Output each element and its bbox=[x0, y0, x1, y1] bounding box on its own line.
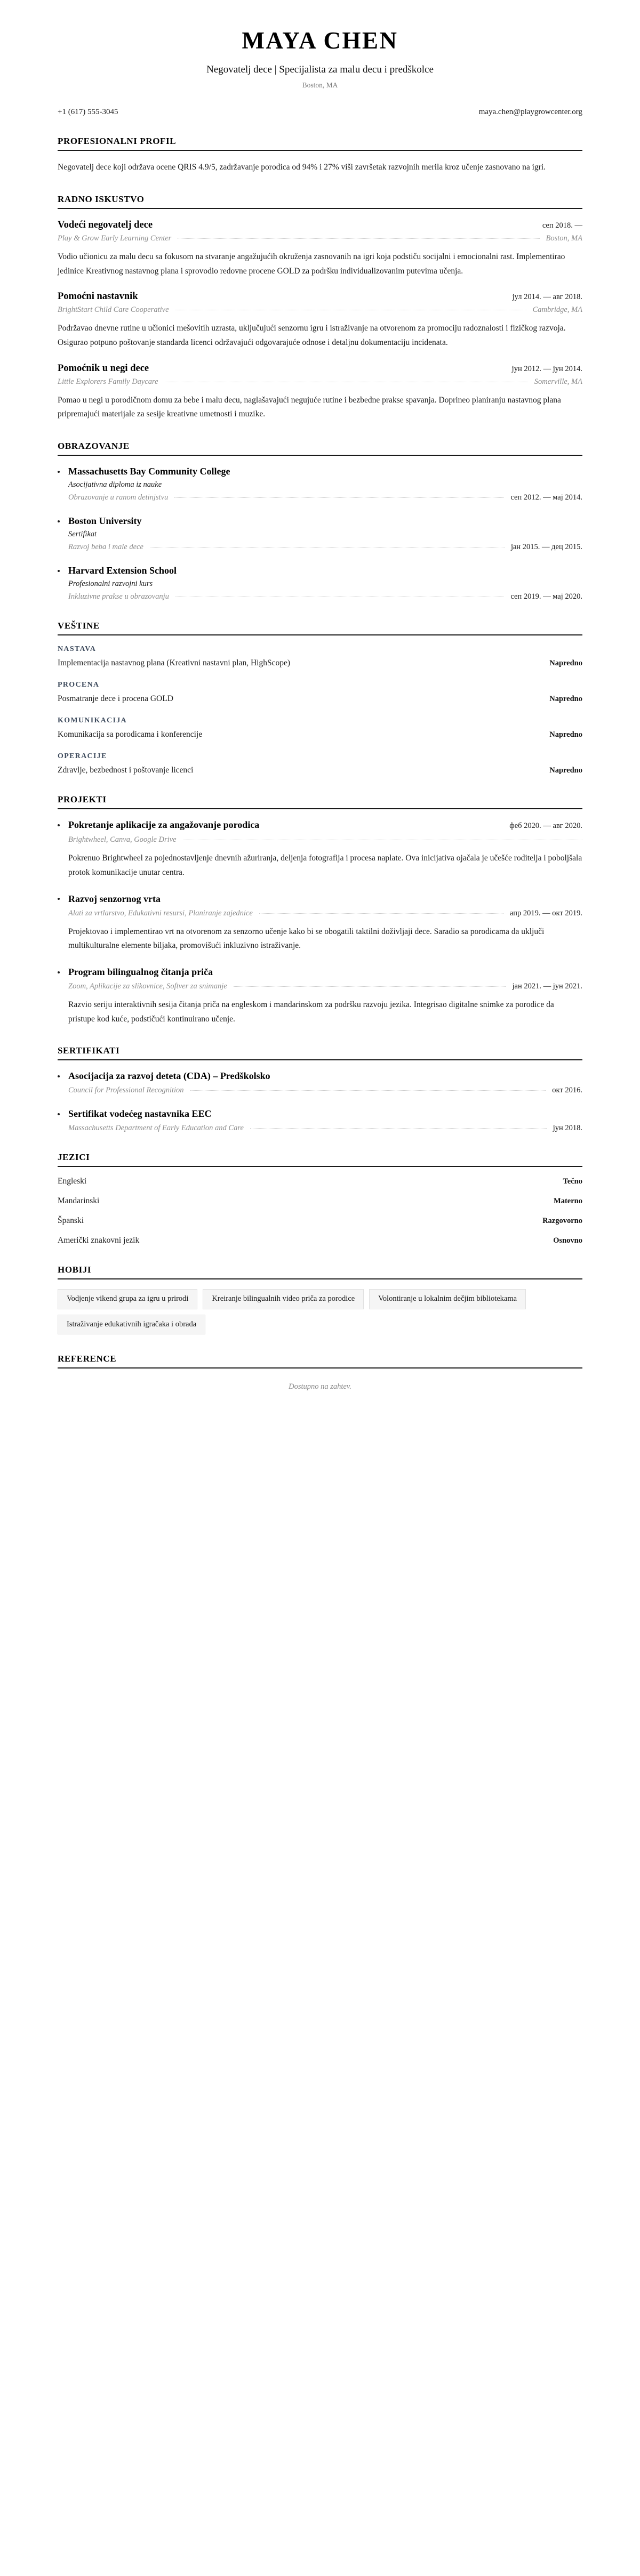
section-profile bbox=[58, 136, 582, 175]
education-school: Boston University bbox=[68, 516, 142, 527]
section-skills bbox=[58, 621, 582, 775]
experience-role: Vodeći negovatelj dece bbox=[58, 220, 153, 230]
contact-row bbox=[58, 108, 582, 117]
hobby-tag: Kreiranje bilingualnih video priča za porodice bbox=[203, 1289, 364, 1309]
skill-group bbox=[58, 752, 582, 775]
section-divider bbox=[58, 808, 582, 809]
project-description: Razvio seriju interaktivnih sesija čitanja priča na engleskom i mandarinskom za podršku razvoju jezika. Integrisao digitalne snimke za porodice da pristupe kod kuće, podstičući kontinuirano učenje. bbox=[68, 1000, 554, 1024]
experience-description: Podržavao dnevne rutine u učionici mešovitih uzrasta, uključujući senzornu igru i istraživanje na otvorenom za promociju radoznalosti i fizičkog razvoja. Osigurao potpuno poštovanje standarda licenci održavajući odgovarajuće odnose i detaljnu dokumentaciju incidenata. bbox=[58, 324, 566, 348]
project-tools: Brightwheel, Canva, Google Drive bbox=[68, 835, 177, 844]
certificate-date: јун 2018. bbox=[553, 1124, 582, 1133]
skill-category: OPERACIJE bbox=[58, 752, 107, 761]
project-date: феб 2020. — авг 2020. bbox=[509, 822, 582, 831]
certificate-title: Sertifikat vodećeg nastavnika EEC bbox=[68, 1108, 212, 1120]
section-heading-experience: RADNO ISKUSTVO bbox=[58, 194, 145, 204]
education-entry bbox=[58, 565, 582, 601]
skill-category: NASTAVA bbox=[58, 645, 97, 654]
language-row bbox=[58, 1236, 582, 1245]
project-description: Pokrenuo Brightwheel za pojednostavljenje dnevnih ažuriranja, deljenja fotografija i procesa naplate. Ova inicijativa ojačala je učešće roditelja i poboljšala protok komunikacije unutar centra. bbox=[68, 854, 582, 877]
bullet-icon bbox=[58, 471, 60, 473]
dotted-leader bbox=[259, 913, 503, 914]
experience-date: јул 2014. — авг 2018. bbox=[512, 293, 582, 302]
skill-level: Napredno bbox=[549, 659, 582, 668]
skill-category: PROCENA bbox=[58, 681, 100, 689]
education-school: Harvard Extension School bbox=[68, 565, 177, 576]
candidate-title: Negovatelj dece | Specijalista za malu decu i predškolce bbox=[206, 63, 434, 75]
certificate-date: окт 2016. bbox=[552, 1086, 582, 1095]
experience-organization: Little Explorers Family Daycare bbox=[58, 377, 158, 386]
resume-header bbox=[58, 28, 582, 90]
bullet-icon bbox=[58, 971, 60, 973]
project-title: Program bilingualnog čitanja priča bbox=[68, 966, 213, 977]
language-row bbox=[58, 1177, 582, 1186]
language-row bbox=[58, 1196, 582, 1206]
skill-level: Napredno bbox=[549, 766, 582, 775]
skill-level: Napredno bbox=[549, 730, 582, 739]
project-entry bbox=[58, 893, 582, 953]
skill-group bbox=[58, 717, 582, 739]
bullet-icon bbox=[58, 898, 60, 900]
project-tools: Alati za vrtlarstvo, Edukativni resursi, Planiranje zajednice bbox=[68, 908, 253, 917]
section-certificates bbox=[58, 1045, 582, 1133]
experience-location: Cambridge, MA bbox=[532, 305, 582, 315]
dotted-leader bbox=[250, 1128, 547, 1129]
education-field: Razvoj beba i male dece bbox=[68, 543, 143, 552]
bullet-icon bbox=[58, 520, 60, 522]
certificate-issuer: Council for Professional Recognition bbox=[68, 1086, 184, 1095]
section-heading-languages: JEZICI bbox=[58, 1152, 90, 1163]
contact-phone[interactable]: +1 (617) 555-3045 bbox=[58, 108, 118, 117]
experience-entry bbox=[58, 219, 582, 278]
skill-name: Posmatranje dece i procena GOLD bbox=[58, 694, 173, 704]
section-divider bbox=[58, 455, 582, 456]
project-entry bbox=[58, 819, 582, 880]
education-degree: Sertifikat bbox=[68, 530, 97, 539]
project-description: Projektovao i implementirao vrt na otvorenom za senzorno učenje kako bi se obogatili taktilni doživljaji dece. Saradio sa porodicama da uključi multikulturalne elemente biljaka, promovišući inkluzivno istraživanje. bbox=[68, 927, 545, 951]
experience-location: Somerville, MA bbox=[534, 377, 582, 386]
certificate-entry bbox=[58, 1070, 582, 1095]
experience-description: Vodio učionicu za malu decu sa fokusom na stvaranje angažujućih okruženja zasnovanih na igri koja podstiču socijalni i emocionalni rast. Implementirao jedinice Kreativnog nastavnog plana i sprovodio redovne procene GOLD za podršku individualizovanim putevima učenja. bbox=[58, 252, 565, 276]
section-experience bbox=[58, 194, 582, 422]
skill-name: Implementacija nastavnog plana (Kreativni nastavni plan, HighScope) bbox=[58, 658, 291, 668]
section-divider bbox=[58, 634, 582, 635]
dotted-leader bbox=[178, 238, 539, 239]
section-heading-profile: PROFESIONALNI PROFIL bbox=[58, 136, 177, 147]
candidate-location: Boston, MA bbox=[302, 81, 338, 90]
section-heading-projects: PROJEKTI bbox=[58, 794, 107, 805]
experience-location: Boston, MA bbox=[546, 234, 582, 243]
certificate-title: Asocijacija za razvoj deteta (CDA) – Predškolsko bbox=[68, 1070, 270, 1082]
hobby-tag: Istraživanje edukativnih igračaka i obrada bbox=[58, 1315, 205, 1334]
education-date: јан 2015. — дец 2015. bbox=[510, 543, 582, 552]
hobby-tag: Volontiranje u lokalnim dečjim bibliotekama bbox=[369, 1289, 526, 1309]
dotted-leader bbox=[234, 986, 506, 987]
project-entry bbox=[58, 966, 582, 1026]
section-projects bbox=[58, 794, 582, 1026]
section-heading-certificates: SERTIFIKATI bbox=[58, 1045, 120, 1056]
hobby-tag-list bbox=[58, 1289, 582, 1334]
profile-text: Negovatelj dece koji održava ocene QRIS 4.9/5, zadržavanje porodica od 94% i 27% viši završetak razvojnih merila kroz učenje zasnovano na igri. bbox=[58, 163, 546, 172]
language-name: Američki znakovni jezik bbox=[58, 1236, 140, 1245]
education-entry bbox=[58, 465, 582, 502]
skill-level: Napredno bbox=[549, 695, 582, 704]
skill-group bbox=[58, 645, 582, 668]
experience-description: Pomao u negi u porodičnom domu za bebe i malu decu, naglašavajući negujuće rutine i bezbedne prakse spavanja. Doprineo planiranju nastavnog plana pripremajući materijale za sesije kreativne umetnosti i muzike. bbox=[58, 395, 561, 419]
education-field: Obrazovanje u ranom detinjstvu bbox=[68, 493, 169, 502]
skill-name: Komunikacija sa porodicama i konferencije bbox=[58, 730, 203, 739]
section-heading-education: OBRAZOVANJE bbox=[58, 441, 130, 452]
certificate-entry bbox=[58, 1108, 582, 1133]
project-title: Razvoj senzornog vrta bbox=[68, 893, 161, 904]
education-degree: Asocijativna diploma iz nauke bbox=[68, 480, 162, 489]
bullet-icon bbox=[58, 1075, 60, 1077]
bullet-icon bbox=[58, 824, 60, 826]
project-date: јан 2021. — јун 2021. bbox=[512, 981, 582, 991]
language-name: Mandarinski bbox=[58, 1196, 100, 1206]
dotted-leader bbox=[150, 547, 505, 548]
section-languages bbox=[58, 1152, 582, 1245]
education-date: сеп 2012. — мај 2014. bbox=[510, 493, 582, 502]
language-level: Razgovorno bbox=[542, 1217, 582, 1226]
language-level: Tečno bbox=[563, 1177, 582, 1186]
skill-group bbox=[58, 681, 582, 704]
section-divider bbox=[58, 208, 582, 209]
candidate-name: MAYA CHEN bbox=[242, 27, 398, 54]
references-text: Dostupno na zahtev. bbox=[289, 1382, 351, 1391]
section-heading-skills: VEŠTINE bbox=[58, 621, 100, 631]
experience-role: Pomoćnik u negi dece bbox=[58, 363, 149, 374]
experience-organization: Play & Grow Early Learning Center bbox=[58, 234, 172, 243]
section-heading-references: REFERENCE bbox=[58, 1354, 117, 1364]
project-tools: Zoom, Aplikacije za slikovnice, Softver za snimanje bbox=[68, 981, 227, 991]
experience-role: Pomoćni nastavnik bbox=[58, 291, 138, 302]
section-heading-hobbies: HOBIJI bbox=[58, 1265, 92, 1275]
section-divider bbox=[58, 1278, 582, 1279]
experience-date: јун 2012. — јун 2014. bbox=[511, 364, 582, 373]
education-school: Massachusetts Bay Community College bbox=[68, 466, 230, 477]
education-field: Inkluzivne prakse u obrazovanju bbox=[68, 592, 169, 601]
language-level: Materno bbox=[554, 1197, 582, 1206]
section-divider bbox=[58, 1059, 582, 1060]
dotted-leader bbox=[190, 1090, 546, 1091]
section-divider bbox=[58, 1367, 582, 1368]
section-references bbox=[58, 1354, 582, 1391]
experience-date: сеп 2018. — bbox=[542, 221, 582, 230]
bullet-icon bbox=[58, 570, 60, 572]
section-hobbies bbox=[58, 1265, 582, 1334]
skill-category: KOMUNIKACIJA bbox=[58, 717, 127, 725]
section-divider bbox=[58, 1166, 582, 1167]
section-divider bbox=[58, 150, 582, 151]
project-date: апр 2019. — окт 2019. bbox=[510, 908, 582, 917]
language-row bbox=[58, 1216, 582, 1226]
project-title: Pokretanje aplikacije za angažovanje porodica bbox=[68, 819, 260, 831]
dotted-leader bbox=[174, 497, 504, 498]
experience-organization: BrightStart Child Care Cooperative bbox=[58, 305, 169, 315]
language-name: Engleski bbox=[58, 1177, 87, 1186]
certificate-issuer: Massachusetts Department of Early Education and Care bbox=[68, 1124, 244, 1133]
contact-email[interactable]: maya.chen@playgrowcenter.org bbox=[478, 108, 582, 117]
experience-entry bbox=[58, 290, 582, 350]
language-name: Španski bbox=[58, 1216, 84, 1226]
hobby-tag: Vodjenje vikend grupa za igru u prirodi bbox=[58, 1289, 197, 1309]
language-level: Osnovno bbox=[553, 1236, 582, 1245]
skill-name: Zdravlje, bezbednost i poštovanje licenci bbox=[58, 766, 194, 775]
education-entry bbox=[58, 515, 582, 552]
education-degree: Profesionalni razvojni kurs bbox=[68, 579, 153, 589]
experience-entry bbox=[58, 362, 582, 422]
bullet-icon bbox=[58, 1113, 60, 1115]
section-education bbox=[58, 441, 582, 601]
education-date: сеп 2019. — мај 2020. bbox=[510, 592, 582, 601]
